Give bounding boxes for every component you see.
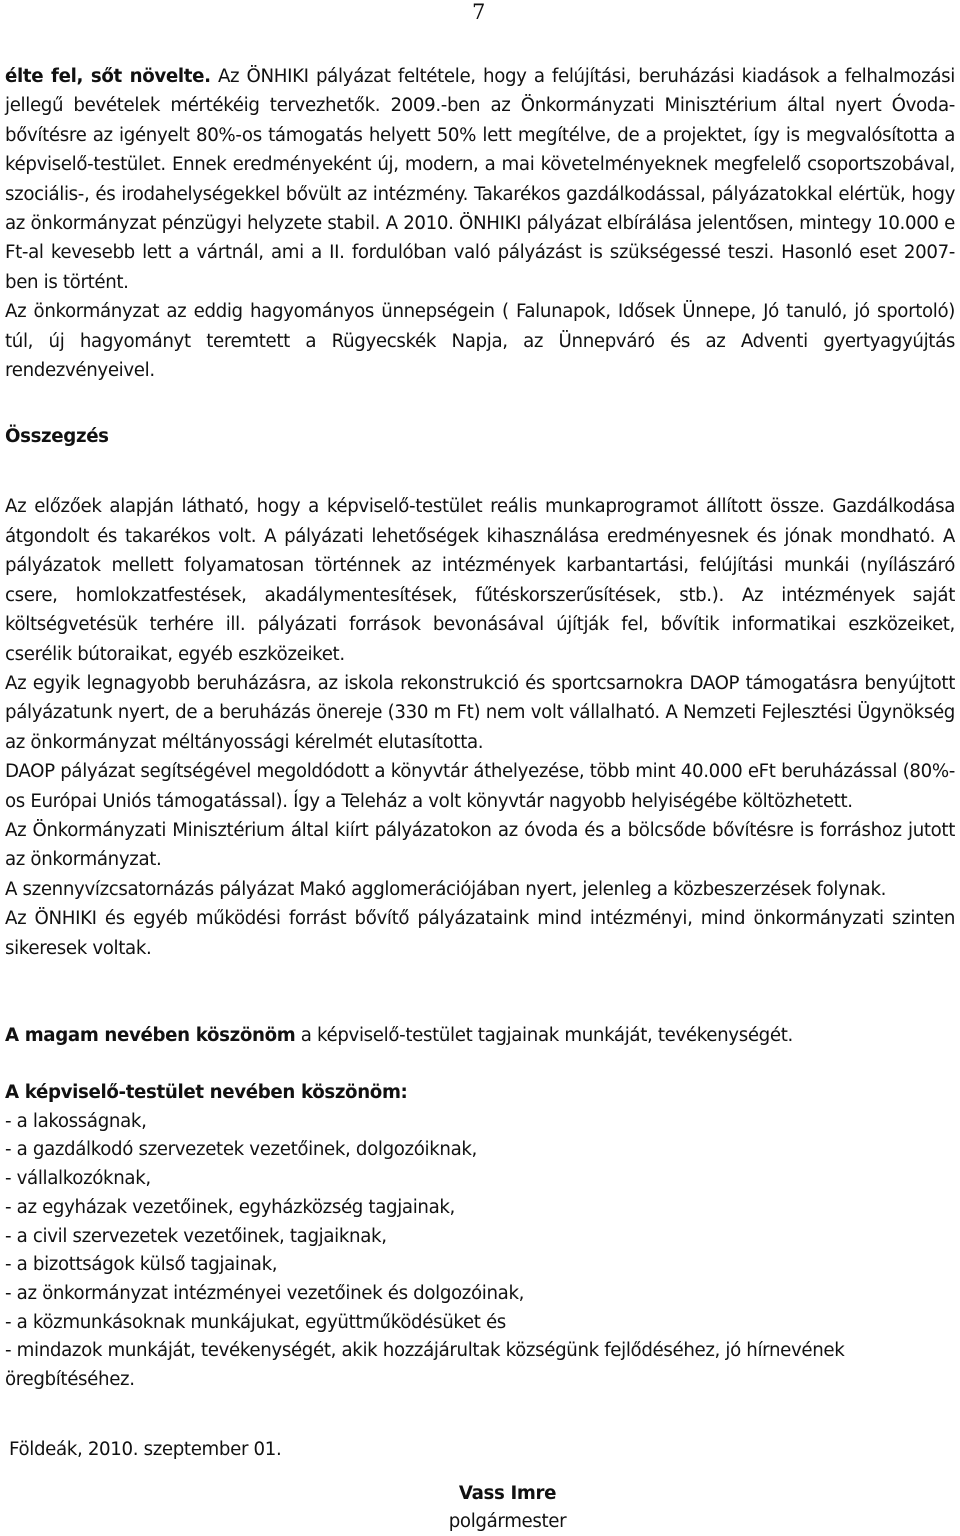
spacer (5, 1050, 955, 1078)
list-item: - a gazdálkodó szervezetek vezetőinek, dolgozóiknak, (5, 1139, 477, 1161)
thanks-mine (5, 1021, 955, 1050)
page-number: 7 (472, 0, 486, 24)
summary-paragraph: Az előzőek alapján látható, hogy a képviselő-testület reális munkaprogramot állított össze. Gazdálkodása átgondolt és takarékos volt. A pályázati lehetőségek kihasználása eredményesnek és jónak mondható. A pályázatok mellett folyamatosan történnek az intézmények karbantartási, felújítási munkái (nyílászáró csere, homlokzatfestések, akadálymentesítések, fűtéskorszerűsítések, stb.). Az intézmények saját költségvetésük terhére ill. pályázati források bevonásával újítják fel, bővítik informatikai eszközeiket, cserélik bútoraikat, egyéb eszközeiket. (5, 496, 955, 665)
document-body (5, 62, 955, 1464)
summary-heading: Összegzés (5, 426, 109, 448)
list-item: - az önkormányzat intézményei vezetőinek és dolgozóinak, (5, 1283, 525, 1304)
summary-paragraph: DAOP pályázat segítségével megoldódott a könyvtár áthelyezése, több mint 40.000 eFt beruházással (80%-os Európai Uniós támogatással). Így a Teleház a volt könyvtár nagyobb helyiségébe költözhetett. (5, 761, 955, 812)
list-item: - vállalkozóknak, (5, 1168, 151, 1190)
summary-paragraph: Az ÖNHIKI és egyéb működési forrást bővítő pályázataink mind intézményi, mind önkormányzati szinten sikeresek voltak. (5, 908, 955, 959)
list-item: - a közmunkásoknak munkájukat, együttműködésüket és (5, 1311, 506, 1333)
paragraph-onhiki (5, 62, 955, 297)
signature-title: polgármester (448, 1511, 567, 1532)
date-line: Földeák, 2010. szeptember 01. (9, 1438, 282, 1460)
summary-paragraph: A szennyvízcsatornázás pályázat Makó agglomerációjában nyert, jelenleg a közbeszerzések folynak. (5, 878, 887, 900)
signature-block (0, 1480, 960, 1536)
list-item: - a bizottságok külső tagjainak, (5, 1254, 278, 1276)
summary-paragraph: Az egyik legnagyobb beruházásra, az iskola rekonstrukció és sportcsarnokra DAOP támogatásra benyújtott pályázatunk nyert, de a beruházás önereje (330 m Ft) nem volt vállalható. A Nemzeti Fejlesztési Ügynökség az önkormányzat méltányossági kérelmét elutasította. (5, 672, 955, 753)
paragraph-text: Az ÖNHIKI pályázat feltétele, hogy a felújítási, beruházási kiadások a felhalmozási jellegű bevételek mértékéig tervezhetők. 2009.-ben az Önkormányzati Minisztérium által nyert Óvoda-bővítésre az igényelt 80%-os támogatás helyett 50% lett megítélve, de a projektet, így is megvalósította a képviselő-testület. Ennek eredményeként új, modern, a mai követelményeknek megfelelő csoportszobával, szociális-, és irodahelységekkel bővült az intézmény. Takarékos gazdálkodással, pályázatokkal elértük, hogy az önkormányzat pénzügyi helyzete stabil. A 2010. ÖNHIKI pályázat elbírálása jelentősen, mintegy 10.000 e Ft-al kevesebb lett a vártnál, ami a II. fordulóban való pályázást is szükségessé teszi. Hasonló eset 2007-ben is történt. (5, 66, 956, 293)
list-item: - mindazok munkáját, tevékenységét, akik hozzájárultak községünk fejlődéséhez, jó hírnevének öregbítéséhez. (5, 1340, 845, 1391)
list-item: - a lakosságnak, (5, 1110, 147, 1132)
list-item: - a civil szervezetek vezetőinek, tagjaiknak, (5, 1225, 387, 1247)
summary-paragraph: Az Önkormányzati Minisztérium által kiírt pályázatokon az óvoda és a bölcsőde bővítésre is forráshoz jutott az önkormányzat. (5, 819, 955, 871)
spacer (5, 451, 955, 492)
spacer (5, 963, 955, 1021)
list-item: - az egyházak vezetőinek, egyházközség tagjainak, (5, 1196, 455, 1218)
thanks-council-heading (5, 1078, 955, 1107)
thanks-mine-text: a képviselő-testület tagjainak munkáját, tevékenységét. (295, 1024, 793, 1046)
thanks-council-heading-text: A képviselő-testület nevében köszönöm: (5, 1082, 408, 1104)
thanks-mine-bold: A magam nevében köszönöm (5, 1024, 296, 1046)
thanks-list (5, 1108, 955, 1395)
paragraph-traditions: Az önkormányzat az eddig hagyományos ünnepségein ( Falunapok, Idősek Ünnepe, Jó tanuló, jó sportoló) túl, új hagyományt teremtett a Rügyecskék Napja, az Ünnepváró és az Adventi gyertyagyújtás rendezvényeivel. (5, 301, 955, 382)
paragraph-bold-lead: élte fel, sőt növelte. (5, 66, 211, 87)
signature-name: Vass Imre (458, 1483, 557, 1504)
